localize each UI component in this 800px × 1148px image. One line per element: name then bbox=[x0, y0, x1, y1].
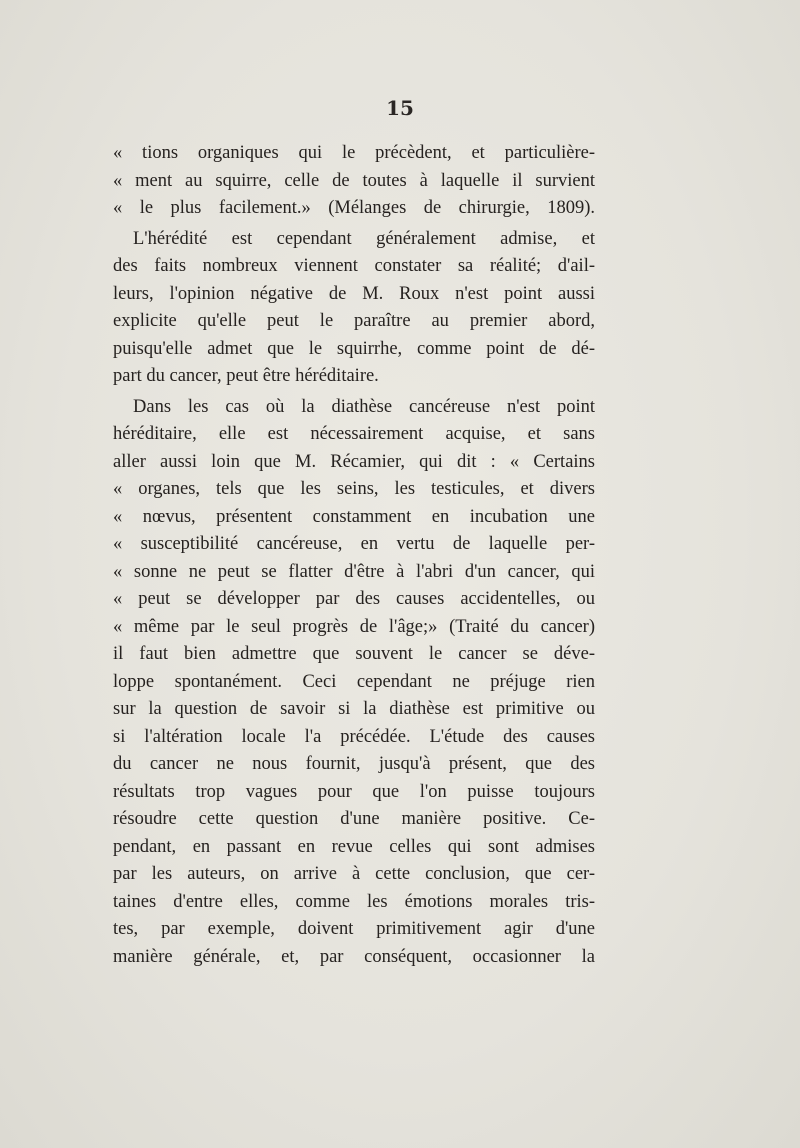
text-line: « le plus facilement.» (Mélanges de chirurgie, 1809). bbox=[113, 198, 595, 218]
text-line: résultats trop vagues pour que l'on puisse toujours bbox=[113, 781, 595, 802]
body-text bbox=[113, 140, 595, 971]
text-line: il faut bien admettre que souvent le cancer se déve- bbox=[113, 644, 595, 664]
text-line: « sonne ne peut se flatter d'être à l'abri d'un cancer, qui bbox=[113, 561, 595, 582]
text-line: manière générale, et, par conséquent, occasionner la bbox=[113, 946, 595, 967]
text-line: par les auteurs, on arrive à cette conclusion, que cer- bbox=[113, 864, 595, 884]
text-line: « ment au squirre, celle de toutes à laquelle il survient bbox=[113, 170, 595, 191]
text-line: loppe spontanément. Ceci cependant ne préjuge rien bbox=[113, 671, 595, 692]
text-line: taines d'entre elles, comme les émotions morales tris- bbox=[113, 891, 595, 912]
text-line: puisqu'elle admet que le squirrhe, comme point de dé- bbox=[113, 338, 595, 359]
text-line: du cancer ne nous fournit, jusqu'à présent, que des bbox=[113, 754, 595, 774]
text-line: « organes, tels que les seins, les testicules, et divers bbox=[113, 479, 595, 499]
text-line: part du cancer, peut être héréditaire. bbox=[113, 366, 379, 386]
text-line: Dans les cas où la diathèse cancéreuse n'est point bbox=[133, 396, 595, 417]
text-line: sur la question de savoir si la diathèse est primitive ou bbox=[113, 699, 595, 719]
text-line: « susceptibilité cancéreuse, en vertu de laquelle per- bbox=[113, 534, 595, 554]
text-line: leurs, l'opinion négative de M. Roux n'est point aussi bbox=[113, 283, 595, 304]
text-line: L'hérédité est cependant généralement admise, et bbox=[133, 228, 595, 249]
text-line: héréditaire, elle est nécessairement acquise, et sans bbox=[113, 424, 595, 444]
text-line: pendant, en passant en revue celles qui sont admises bbox=[113, 836, 595, 857]
text-line: des faits nombreux viennent constater sa réalité; d'ail- bbox=[113, 256, 595, 276]
text-line: « peut se développer par des causes accidentelles, ou bbox=[113, 589, 595, 609]
text-line: résoudre cette question d'une manière positive. Ce- bbox=[113, 809, 595, 829]
text-line: si l'altération locale l'a précédée. L'étude des causes bbox=[113, 726, 595, 747]
text-line: « nœvus, présentent constamment en incubation une bbox=[113, 506, 595, 527]
text-line: aller aussi loin que M. Récamier, qui dit : « Certains bbox=[113, 451, 595, 472]
text-line: explicite qu'elle peut le paraître au premier abord, bbox=[113, 311, 595, 331]
text-line: « même par le seul progrès de l'âge;» (Traité du cancer) bbox=[113, 616, 595, 637]
page-number: 15 bbox=[386, 96, 414, 120]
text-line: « tions organiques qui le précèdent, et particulière- bbox=[113, 143, 595, 163]
text-line: tes, par exemple, doivent primitivement agir d'une bbox=[113, 919, 595, 939]
